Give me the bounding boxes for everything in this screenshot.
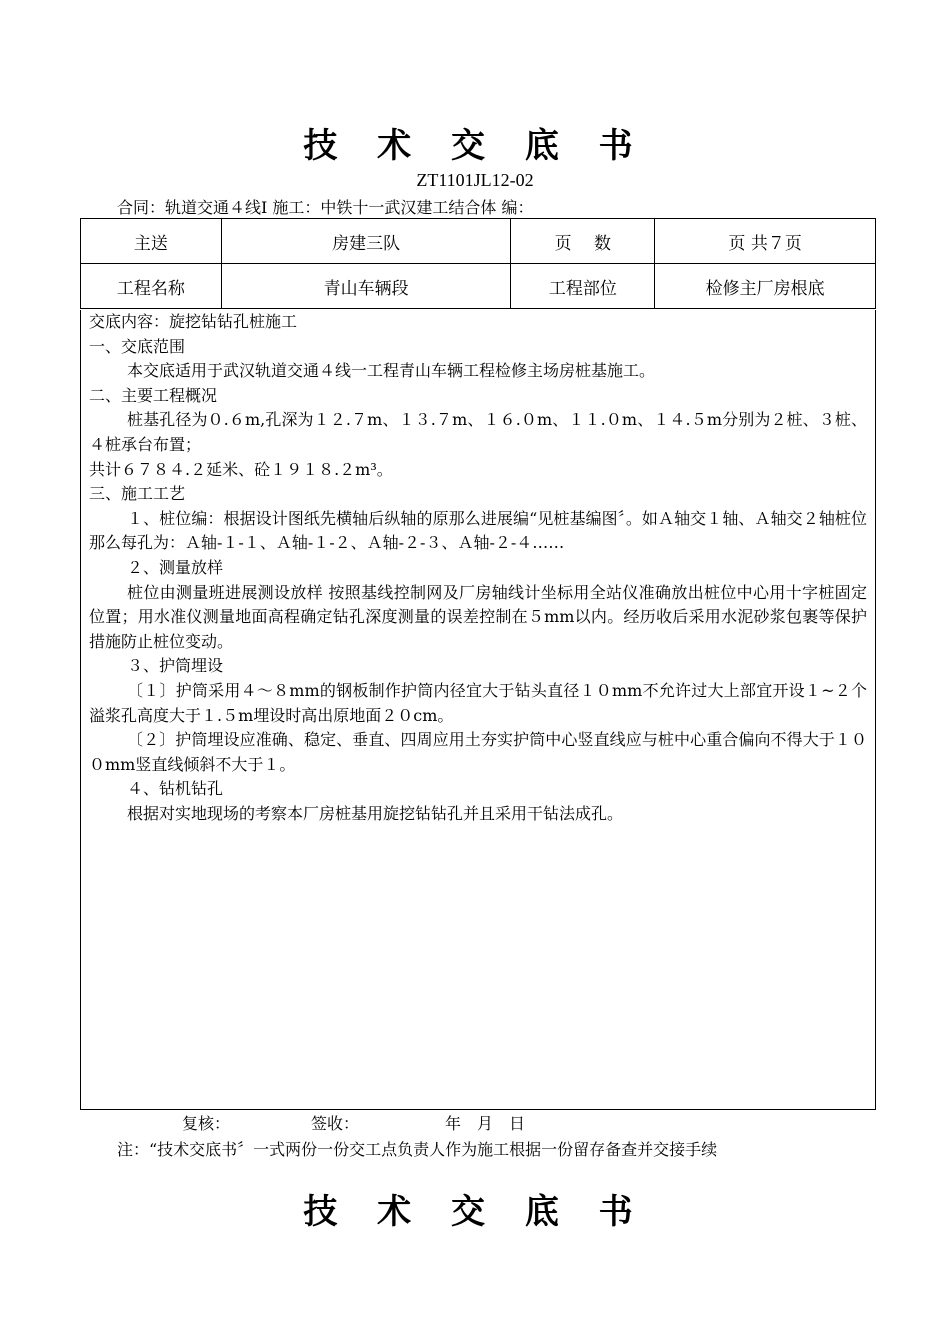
content-paragraph: 桩基孔径为０.６m,孔深为１２.７m、１３.７m、１６.０m、１１.０m、１４.５m分别为２桩、３桩、４桩承台布置； xyxy=(89,410,867,454)
content-paragraph: 〔１〕护筒采用４～８mm的钢板制作护筒内径宜大于钻头直径１０mm不允许过大上部宜开设１~２个溢浆孔高度大于１.５m埋设时高出原地面２０cm。 xyxy=(89,680,867,725)
value-project-part: 检修主厂房根底 xyxy=(655,264,876,309)
content-paragraph: 桩位由测量班进展测设放样 按照基线控制网及厂房轴线计坐标用全站仪准确放出桩位中心用十字桩固定位置；用水准仪测量地面高程确定钻孔深度测量的误差控制在５mm以内。经历收后采用水泥砂浆包裹等保护措施防止桩位变动。 xyxy=(89,582,867,651)
header-table xyxy=(80,218,876,309)
label-project-part: 工程部位 xyxy=(511,264,655,309)
document-title: 技 术 交 底 书 xyxy=(303,126,647,166)
content-paragraph: 根据对实地现场的考察本厂房桩基用旋挖钻钻孔并且采用干钻法成孔。 xyxy=(127,803,624,823)
label-recipient: 主送 xyxy=(81,219,222,264)
value-pages: 页 共７页 xyxy=(655,219,876,264)
content-paragraph: 共计６７８４.２延米、砼１９１８.２m³。 xyxy=(89,459,393,479)
header-row-project xyxy=(81,264,876,309)
date-label: 年 月 日 xyxy=(445,1114,526,1133)
section-heading: 三、施工工艺 xyxy=(89,484,186,504)
subsection-heading: ４、钻机钻孔 xyxy=(127,779,224,799)
next-page-title: 技 术 交 底 书 xyxy=(303,1192,647,1232)
content-paragraph: 本交底适用于武汉轨道交通４线一工程青山车辆工程检修主场房桩基施工。 xyxy=(127,361,656,381)
content-paragraph: 〔２〕护筒埋设应准确、稳定、垂直、四周应用土夯实护筒中心竖直线应与桩中心重合偏向不得大于１００mm竖直线倾斜不大于１。 xyxy=(89,730,867,774)
content-line: 交底内容：旋挖钻钻孔桩施工 xyxy=(89,312,298,331)
label-project-name: 工程名称 xyxy=(81,264,222,309)
document-number: ZT1101JL12-02 xyxy=(416,170,534,190)
value-recipient: 房建三队 xyxy=(221,219,511,264)
subsection-heading: ３、护筒埋设 xyxy=(127,656,224,676)
section-heading: 二、主要工程概况 xyxy=(89,385,218,405)
contract-line: 合同：轨道交通４线Ⅰ 施工：中铁十一武汉建工结合体 编： xyxy=(117,198,534,217)
section-heading: 一、交底范围 xyxy=(89,336,186,356)
content-paragraph: １、桩位编：根据设计图纸先横轴后纵轴的原那么进展编“见桩基编图〞。如Ａ轴交１轴、Ａ轴交２轴桩位那么每孔为：Ａ轴-１-１、Ａ轴-１-２、Ａ轴-２-３、Ａ轴-２-４…… xyxy=(89,508,867,553)
value-project-name: 青山车辆段 xyxy=(221,264,511,309)
label-pages: 页 数 xyxy=(511,219,655,264)
header-row-recipient xyxy=(81,219,876,264)
subsection-heading: ２、测量放样 xyxy=(127,557,224,577)
disclosure-content xyxy=(80,310,876,1110)
footnote: 注：“技术交底书〞一式两份一份交工点负责人作为施工根据一份留存备查并交接手续 xyxy=(117,1140,718,1159)
review-label: 复核： xyxy=(182,1114,231,1133)
sign-label: 签收： xyxy=(311,1114,360,1133)
